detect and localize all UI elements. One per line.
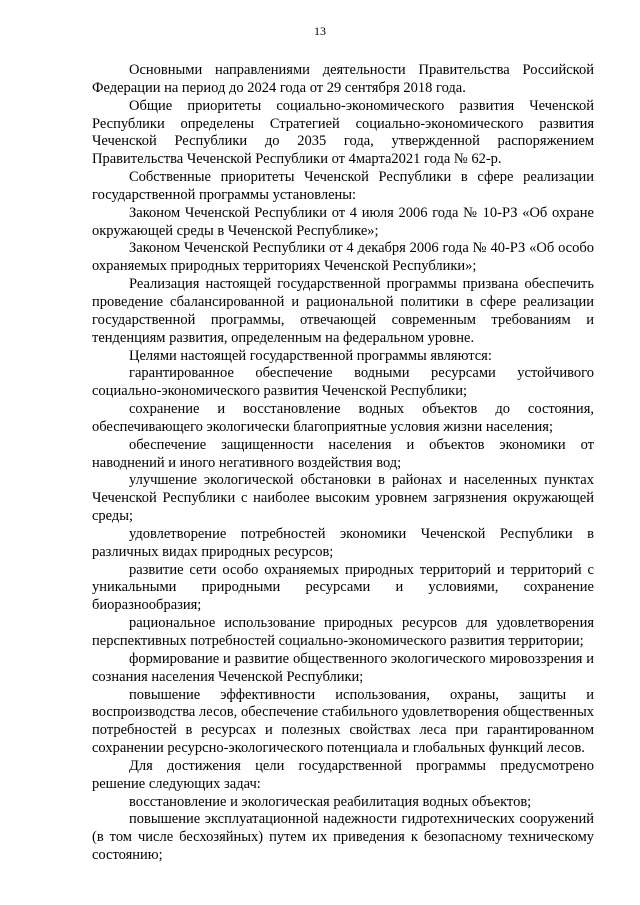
paragraph-law-protected-areas: Законом Чеченской Республики от 4 декабря 2006 года № 40-РЗ «Об особо охраняемых природных территориях Чеченской Республики»; (92, 240, 594, 275)
task-item: восстановление и экологическая реабилитация водных объектов; (129, 793, 532, 810)
paragraph-goals-heading: Целями настоящей государственной программы являются: (129, 347, 492, 364)
goal-item: развитие сети особо охраняемых природных территорий и территорий с уникальными природными ресурсами и условиями, сохранение биоразнообразия; (92, 561, 594, 614)
task-item: повышение эксплуатационной надежности гидротехнических сооружений (в том числе бесхозяйных) путем их приведения к безопасному техническому состоянию; (92, 811, 594, 864)
goal-item: повышение эффективности использования, охраны, защиты и воспроизводства лесов, обеспечение стабильного удовлетворения общественных потребностей в ресурсах и полезных свойствах леса при гарантированном сохранении ресурсно-экологического потенциала и глобальных функций лесов. (92, 686, 594, 757)
goal-item: гарантированное обеспечение водными ресурсами устойчивого социально-экономического развития Чеченской Республики; (92, 365, 594, 400)
goal-item: сохранение и восстановление водных объектов до состояния, обеспечивающего экологически благоприятные условия жизни населения; (92, 401, 594, 435)
paragraph-general-priorities: Общие приоритеты социально-экономического развития Чеченской Республики определены Стратегией социально-экономического развития Чеченской Республики до 2035 года, утвержденной распоряжением Правительства Чеченской Республики от 4марта2021 года № 62-р. (92, 97, 594, 168)
goal-item: обеспечение защищенности населения и объектов экономики от наводнений и иного негативного воздействия вод; (92, 436, 594, 471)
paragraph-program-implementation: Реализация настоящей государственной программы призвана обеспечить проведение сбалансированной и рациональной политики в сфере реализации государственной программы, отвечающей современным требованиям и тенденциям развития, определенным на федеральном уровне. (92, 276, 594, 346)
paragraph-federal-directions: Основными направлениями деятельности Правительства Российской Федерации на период до 2024 года от 29 сентября 2018 года. (92, 62, 594, 96)
paragraph-own-priorities: Собственные приоритеты Чеченской Республики в сфере реализации государственной программы установлены: (92, 169, 594, 203)
goal-item: улучшение экологической обстановки в районах и населенных пунктах Чеченской Республики с наиболее высоким уровнем загрязнения окружающей среды; (92, 472, 594, 525)
document-body (92, 62, 594, 865)
paragraph-law-environment: Законом Чеченской Республики от 4 июля 2006 года № 10-РЗ «Об охране окружающей среды в Чеченской Республике»; (92, 204, 594, 239)
paragraph-tasks-heading: Для достижения цели государственной программы предусмотрено решение следующих задач: (92, 757, 594, 792)
goal-item: рациональное использование природных ресурсов для удовлетворения перспективных потребностей социально-экономического развития территории; (92, 615, 594, 649)
page-number: 13 (314, 24, 326, 38)
goal-item: формирование и развитие общественного экологического мировоззрения и сознания населения Чеченской Республики; (92, 650, 594, 685)
goal-item: удовлетворение потребностей экономики Чеченской Республики в различных видах природных ресурсов; (92, 525, 594, 560)
